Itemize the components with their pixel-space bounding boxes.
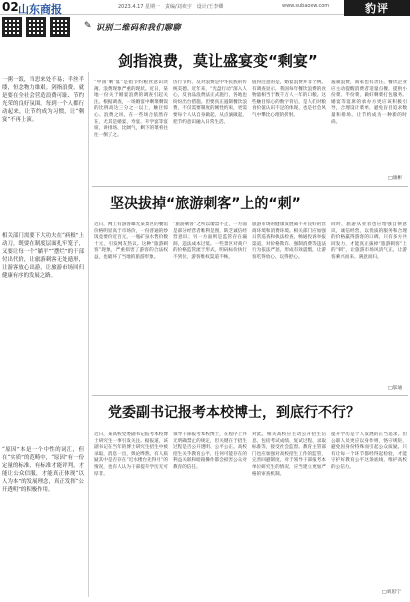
article-body: 旅游市场的健康发展离不开良好的营商环境和消费环境。相关部门应加强日常巡查和执法检查，畅通投诉举报渠道，对价格欺诈、强制消费等违法行为依法严惩，形成有效震慑，让游客吃得放心、玩得舒心。 [252,222,326,260]
sidebar-snippet: “原因”本是一个中性的词汇，但在“实质”的范畴中，“原因”有一份定量的标准，有标准才能评判，才能让公众信服，才能真正体现“以人为本”的发展理念，真正发挥“公开透明”的积极作用。 [2,447,84,493]
section-label: 豹评 [344,0,410,16]
issue-info: 2023.4.17 星期一 责编/刘欢宇 设计/王李卿 [118,4,224,10]
article-body: 领导干部报考本校博士，在程序上并无明确禁止的规定，但关键在于招生过程是否公开透明、公平公正。高校招生关乎教育公平，任何可能存在的利益关联和暗箱操作都会损害公众对教育的信任。 [173,432,247,470]
sidebar-snippet: 一粥一饭，当思来处不易；半丝半缕，恒念物力维艰。剑指浪费，就是要在全社会营造浪费可耻、节约光荣的良好氛围。每到一个人都行动起来，让节约成为习惯，让“剩宴”不再上演。 [2,77,84,123]
article-body: 值得注意的是，婚宴浪费并非个例。有调查显示，我国每年餐饮浪费的食物量相当于数千万人一年的口粮。这些触目惊心的数字背后，是人们对粮食价值认识不足的体现，也是社会风气中攀比心理的折射。 [252,80,326,118]
website: www.subaoxw.com [282,3,330,9]
article-body: 近日，网上有游客曝光某景区的餐馆价格明显高于市场价，一份普通的炒饭竟要价近百元，一瓶矿泉水售价数十元，引发网友热议。这种“旅游刺客”现象，严重损害了游客的合法权益，也破坏了当地的旅游形象。 [94,222,168,260]
qr-code-icon [26,17,46,37]
sidebar-snippet: 相关部门需要下大功夫在“病根”上动刀，既要在制度层面扎牢笼子，又要让每一个“躺平”“摆烂”的干部付出代价，让旅游刺客无处遁形，让游客放心出游，让旅游市场回归健康有序的发展之路。 [2,233,84,279]
section-divider [92,395,408,396]
sidebar-divider [88,72,89,597]
article-body: 同时，旅游从业者也应增强自律意识，诚信经营，以优质的服务和合理的价格赢得游客的口碑。只有多方共同发力，才能真正拔掉“旅游刺客”上的“刺”，让旅游市场风清气正，让游客乘兴而来、满意而归。 [331,222,407,260]
section-divider [92,186,408,187]
byline: □康彬 [388,176,403,181]
article-body: 提升学历是个人发展的正当追求，但公职人员更应以身作则，恪守规矩，避免因身份特殊而引起公众质疑。只有让每一个环节都经得起检验，才能守护好教育公平这条底线，维护高校的公信力。 [331,432,407,470]
article-body: 厉行节约、反对浪费是中华民族的传统美德。近年来，“光盘行动”深入人心，反食品浪费法正式施行，各地也纷纷出台措施。但要真正遏制餐饮浪费，不仅需要制度的刚性约束，更需要每个人从自身做起，从点滴做起，把节约意识融入日常生活。 [173,80,247,125]
byline: □刘思宁 [382,590,401,595]
article-body: “中国‘剩’宴”是指节约粮食意识淡薄、浪费现象严重的现状。近日，某地一份关于婚宴浪费的调查引起关注。根据调查，一场婚宴中剩菜剩饭的比例高达三分之一以上，触目惊心。浪费之风，在一些场合依然存在，尤其是婚宴、寿宴、升学宴等宴席，讲排场、比阔气，剩下的菜肴往往一倒了之。 [94,80,168,138]
byline: □邬通 [388,386,403,391]
article-headline: 坚决拔掉“旅游刺客”上的“刺” [110,196,301,212]
article-body: 近日，某高校党委副书记报考本校博士研究生一事引发关注。据报道，该副书记在当年的博士研究生招生中被录取，消息一出，舆论哗然。有人质疑其中是否存在“近水楼台先得月”的情况，也有人认为干部提升学历无可厚非。 [94,432,168,477]
column-banner: 识别二维码和我们聊聊 [96,22,181,32]
page-number: 02 [2,0,19,14]
article-headline: 党委副书记报考本校博士，到底行不行？ [108,405,360,421]
speech-bubble-icon: ✎ [84,21,92,31]
article-body: “旅游刺客”之所以屡禁不止，一方面是部分经营者唯利是图，缺乏诚信经营意识；另一方面则是监管存在漏洞，违法成本过低。一些景区对商户的价格监管流于形式，明码标价执行不到位，游客维权渠道不畅。 [173,222,247,260]
article-body: 对此，相关高校应主动公开招生信息，包括考试成绩、复试过程、录取标准等，接受社会监督。教育主管部门也应加强对高校招生工作的监管，完善回避制度，对于领导干部报考本单位研究生的情况，应当建立更加严格的审查机制。 [252,432,326,477]
article-body: 遏制浪费，商家也有责任。餐饮企业应主动提醒消费者适量点餐，提供小份菜、半份菜，做好剩菜打包服务。婚宴等宴席的承办方更应该积极引导，合理设计菜单，避免盲目追求数量和排场，让节约成为一种新的时尚。 [331,80,407,125]
qr-code-icon [50,17,70,37]
paper-name: 山东商报 [18,3,62,16]
article-headline: 剑指浪费，莫让盛宴变“剩宴” [118,52,318,70]
qr-code-icon [2,17,22,37]
